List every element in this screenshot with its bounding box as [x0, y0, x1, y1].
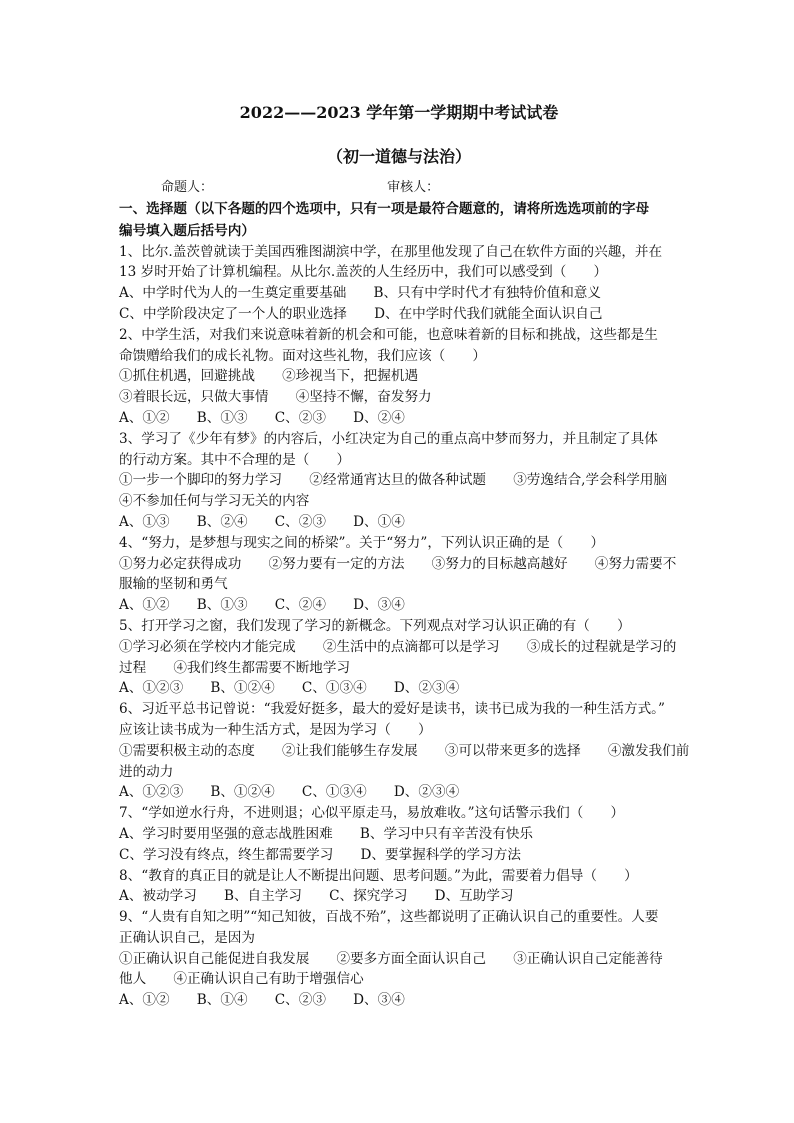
question-line: 9、“人贵有自知之明”“知己知彼，百战不殆”，这些都说明了正确认识自己的重要性。人要: [119, 909, 659, 926]
exam-title: 2022——2023 学年第一学期期中考试试卷: [239, 103, 559, 122]
question-7: [119, 803, 679, 865]
option-line: A、被动学习 B、自主学习 C、探究学习 D、互助学习: [119, 888, 514, 905]
question-8: [119, 866, 679, 908]
question-line: 4、“努力，是梦想与现实之间的桥梁”。关于“努力”，下列认识正确的是（ ）: [119, 534, 605, 551]
option-line: C、中学阶段决定了一个人的职业选择 D、在中学时代我们就能全面认识自己: [119, 305, 603, 322]
exam-meta: [119, 178, 679, 198]
option-line: A、①③ B、②④ C、②③ D、①④: [119, 513, 405, 530]
reviewer-label: 审核人：: [387, 180, 440, 195]
question-line: 命馈赠给我们的成长礼物。面对这些礼物，我们应该（ ）: [119, 347, 487, 364]
question-line: 7、“学如逆水行舟，不进则退；心似平原走马，易放难收。”这句话警示我们（ ）: [119, 805, 625, 822]
option-line: A、学习时要用坚强的意志战胜困难 B、学习中只有辛苦没有快乐: [119, 825, 534, 842]
question-9: [119, 907, 679, 1011]
statement-line: ①抓住机遇，回避挑战 ②珍视当下，把握机遇: [119, 368, 419, 385]
question-line: 1、比尔.盖茨曾就读于美国西雅图湖滨中学，在那里他发现了自己在软件方面的兴趣，并在: [119, 243, 663, 260]
option-line: A、①②③ B、①②④ C、①③④ D、②③④: [119, 680, 460, 697]
question-4: [119, 533, 679, 616]
option-line: C、学习没有终点，终生都需要学习 D、要掌握科学的学习方法: [119, 846, 521, 863]
question-line: 正确认识自己，是因为: [119, 929, 255, 946]
statement-line: ①正确认识自己能促进自我发展 ②要多方面全面认识自己 ③正确认识自己定能善待: [119, 950, 663, 967]
section-heading: [119, 199, 679, 242]
question-1: [119, 242, 679, 325]
option-line: A、①②③ B、①②④ C、①③④ D、②③④: [119, 784, 460, 801]
option-line: A、①② B、①③ C、②③ D、②④: [119, 409, 405, 426]
statement-line: ①一步一个脚印的努力学习 ②经常通宵达旦的做各种试题 ③劳逸结合,学会科学用脑: [119, 472, 668, 489]
question-line: 应该让读书成为一种生活方式，是因为学习（ ）: [119, 721, 432, 738]
section-heading-line: 一、选择题（以下各题的四个选项中，只有一项是最符合题意的，请将所选选项前的字母: [119, 201, 650, 217]
question-line: 3、学习了《少年有梦》的内容后，小红决定为自己的重点高中梦而努力，并且制定了具体: [119, 430, 658, 447]
exam-page: [119, 100, 690, 1011]
statement-line: 他人 ④正确认识自己有助于增强信心: [119, 971, 364, 988]
question-line: 13 岁时开始了计算机编程。从比尔.盖茨的人生经历中，我们可以感受到（ ）: [119, 264, 608, 281]
question-3: [119, 429, 679, 533]
question-line: 8、“教育的真正目的就是让人不断提出问题、思考问题。”为此，需要着力倡导（ ）: [119, 867, 638, 884]
option-line: A、①② B、①③ C、②④ D、③④: [119, 597, 405, 614]
section-heading-line: 编号填入题后括号内）: [119, 222, 255, 239]
question-6: [119, 699, 690, 803]
statement-line: ①学习必须在学校内才能完成 ②生活中的点滴都可以是学习 ③成长的过程就是学习的: [119, 638, 677, 655]
question-line: 5、打开学习之窗，我们发现了学习的新概念。下列观点对学习认识正确的有（ ）: [119, 617, 631, 634]
statement-line: ④不参加任何与学习无关的内容: [119, 493, 310, 510]
statement-line: ③着眼长远，只做大事情 ④坚持不懈，奋发努力: [119, 389, 432, 406]
statement-line: 服输的坚韧和勇气: [119, 576, 228, 593]
question-line: 2、中学生活，对我们来说意味着新的机会和可能，也意味着新的目标和挑战，这些都是生: [119, 326, 658, 343]
statement-line: ①努力必定获得成功 ②努力要有一定的方法 ③努力的目标越高越好 ④努力需要不: [119, 555, 677, 572]
statement-line: ①需要积极主动的态度 ②让我们能够生存发展 ③可以带来更多的选择 ④激发我们前: [119, 742, 690, 759]
author-label: 命题人：: [161, 180, 214, 195]
question-line: 6、习近平总书记曾说：“我爱好挺多，最大的爱好是读书，读书已成为我的一种生活方式。”: [119, 701, 665, 718]
question-line: 的行动方案。其中不合理的是（ ）: [119, 451, 351, 468]
option-line: A、中学时代为人的一生奠定重要基础 B、只有中学时代才有独特价值和意义: [119, 285, 601, 302]
exam-subtitle: （初一道德与法治）: [326, 147, 471, 166]
question-5: [119, 616, 679, 699]
question-2: [119, 325, 679, 429]
option-line: A、①② B、①④ C、②③ D、③④: [119, 992, 405, 1009]
statement-line: 进的动力: [119, 763, 174, 780]
statement-line: 过程 ④我们终生都需要不断地学习: [119, 659, 351, 676]
